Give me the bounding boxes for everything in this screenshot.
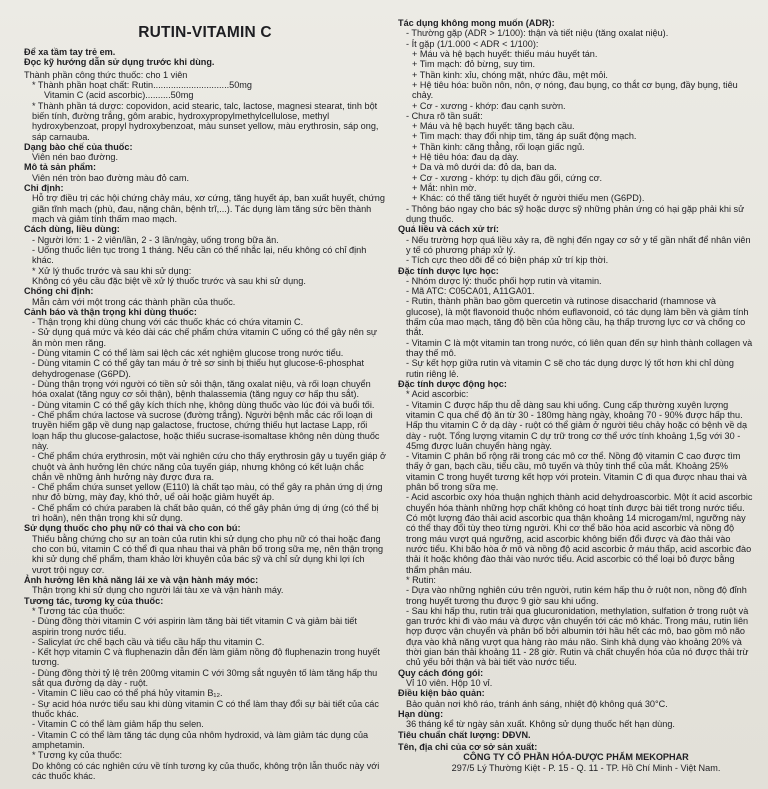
section-heading: Tên, địa chỉ của cơ sở sản xuất: [398,741,538,752]
body-text: - Ít gặp (1/1.000 < ADR < 1/100): [406,38,539,49]
body-text: * Tương kỵ của thuốc: [32,750,123,761]
list-item: + Máu và hệ bạch huyết: thiếu máu huyết tán. [412,48,598,59]
list-item: + Thần kinh: xỉu, chóng mặt, nhức đầu, mệt mỏi. [412,69,608,80]
body-text: - Sau khi hấp thu, rutin trải qua glucuronidation, methylation, sulfation ở trong ruột và gan trước khi đi vào máu và được vận chuyển tới các mô khác. Trong máu, rutin liên hợp được vận chuyển và phân bố bởi albumin tới hầu hết các mô, bao gồm mô não đựa vào khả năng vượt qua hàng rào máu não. Sinh khả dụng vào khoảng 20% và thời gian bán thải khoảng 11 - 28 giờ. Rutin và chất chuyển hóa của nó được thải trừ chủ yếu bởi thận và bài tiết vào nước tiểu. [406,605,749,668]
list-item: + Da và mô dưới da: đỏ da, ban da. [412,162,557,173]
body-text: Hỗ trợ điều trị các hội chứng chảy máu, xơ cứng, tăng huyết áp, ban xuất huyết, chứng giãn tĩnh mạch (phù, đau, nặng chân, bệnh trĩ,...). Tác dụng làm tăng sức bền thành mạch và giảm tính thấm mao mạch. [32,193,385,224]
body-text: - Dùng thận trọng với người có tiền sử sỏi thận, tăng oxalat niệu, và rối loạn chuyển hóa oxalat (tăng nguy cơ sỏi thận), bệnh thalassemia (tăng nguy cơ hấp thu sắt). [32,379,371,400]
body-text: - Vitamin C được hấp thu dễ dàng sau khi uống. Cung cấp thường xuyên lượng vitamin C qua chế độ ăn từ 30 - 180mg hàng ngày, khoảng 70 - 90% được hấp thu. Hấp thu vitamin C ở dạ dày - ruột có thể giảm ở người tiêu chảy hoặc có bệnh về dạ dày - ruột. Tổng lượng vitamin C dự trữ trong cơ thể ước tính khoảng 1,5g với 30 - 45mg được luân chuyển hàng ngày. [406,399,748,451]
list-item: + Cơ - xương - khớp: đau cạnh sườn. [412,100,566,111]
body-text: - Dựa vào những nghiên cứu trên người, rutin kém hấp thu ở ruột non, nồng độ đỉnh trong huyết tương thu được 9 giờ sau khi uống. [406,585,747,606]
body-text: - Kết hợp vitamin C và fluphenazin dẫn đến làm giảm nồng độ fluphenazin trong huyết tương. [32,647,380,668]
list-item: + Thần kinh: căng thẳng, rối loạn giấc ngủ. [412,141,585,152]
document-title: RUTIN-VITAMIN C [138,24,272,41]
body-text: * Thành phần tá dược: copovidon, acid stearic, talc, lactose, magnesi stearat, tinh bột biến tính, đường trắng, gôm arabic, hydroxypropylmethylcellulose, methyl hydroxybenzoat, propyl hydroxybenzoat, màu sunset yellow, màu erythrosin, sáp ong, sáp carnauba. [32,100,379,142]
body-text: - Nhóm dược lý: thuốc phối hợp rutin và vitamin. [406,275,602,286]
body-text: - Chưa rõ tần suất: [406,110,483,121]
body-text: - Tích cực theo dõi để có biện pháp xử trí kịp thời. [406,255,609,266]
body-text: - Acid ascorbic oxy hóa thuận nghịch thành acid dehydroascorbic. Một ít acid ascorbic chuyển hóa thành những hợp chất không có hoạt tính được bài tiết trong nước tiểu. Có một lượng đáo thải acid ascorbic qua thận khoảng 14 microgam/ml, ngưỡng này có thể thay đổi tùy theo từng người. Khi cơ thể bão hòa acid ascorbic và nồng độ trong máu vượt quá ngưỡng, acid ascorbic không biến đổi được và đào thải vào nước tiểu. Khi bão hòa ở mô và nồng độ acid ascorbic ở máu thấp, acid ascorbic đào thải ít hoặc không đào thải vào nước tiểu. Acid ascorbic có thể loại bỏ được bằng thẩm phân máu. [406,492,753,575]
body-text: - Dùng đồng thời tỷ lệ trên 200mg vitamin C với 30mg sắt nguyên tố làm tăng hấp thu sắt qua đường dạ dày - ruột. [32,667,378,689]
body-text: - Vitamin C phân bố rộng rãi trong các mô cơ thể. Nồng độ vitamin C cao được tìm thấy ở gan, bạch cầu, tiểu cầu, mô tuyến và thủy tinh thể của mắt. Khoảng 25% vitamin C trong huyết tương kết hợp với protein. Vitamin C đi qua được nhau thai và phân bố trong sữa mẹ. [406,451,747,493]
list-item: + Cơ - xương - khớp: tụ dịch đầu gối, cứng cơ. [412,172,603,183]
section-heading: Hạn dùng: [398,708,444,719]
body-text: - Sự acid hóa nước tiểu sau khi dùng vitamin C có thể làm thay đổi sự bài tiết của các thuốc khác. [32,698,379,719]
body-text: Viên nén tròn bao đường màu đỏ cam. [32,172,190,183]
body-text: - Vitamin C liều cao có thể phá hủy vitamin B₁₂. [32,688,223,699]
body-text: * Acid ascorbic: [406,389,469,400]
section-heading: Đọc kỹ hướng dẫn sử dụng trước khi dùng. [24,57,215,68]
body-text: - Thông báo ngay cho bác sỹ hoặc dược sỹ những phản ứng có hại gặp phải khi sử dụng thuốc. [406,203,745,224]
body-text: Vỉ 10 viên. Hộp 10 vỉ. [406,678,493,688]
body-text: - Chế phẩm chứa lactose và sucrose (đường trắng). Người bệnh mắc các rối loạn di truyền hiếm gặp về dung nạp galactose, fructose, chứng thiếu hụt lactase Lapp, rối loạn hấp thu glucose-galactose, hoặc thiếu sucrase-isomaltase không nên dùng thuốc này. [32,409,380,451]
body-text: Thiếu bằng chứng cho sự an toàn của rutin khi sử dụng cho phụ nữ có thai hoặc đang cho con bú, vitamin C có thể đi qua nhau thai và phân bố trong sữa mẹ, nên thận trọng khi sử dụng chế phẩm, tham khảo lời khuyên của bác sỹ và chỉ sử dụng khi lợi ích vượt trội nguy cơ. [32,533,384,575]
section-heading: Để xa tầm tay trẻ em. [24,47,116,57]
section-heading: Quá liều và cách xử trí: [398,224,499,235]
body-text: - Mã ATC: C05CA01, A11GA01. [406,286,535,297]
list-item: + Tim mạch: thay đổi nhịp tim, tăng áp suất động mạch. [412,131,637,142]
list-item: + Khác: có thể tăng tiết huyết ở người thiếu men (G6PD). [412,193,645,204]
section-heading: Chống chỉ định: [24,286,94,297]
section-heading: Đặc tính dược động học: [398,378,507,389]
body-text: Thận trọng khi sử dụng cho người lái tàu xe và vận hành máy. [32,585,284,596]
body-text: * Xử lý thuốc trước và sau khi sử dụng: [32,265,192,276]
manufacturer-address: 297/5 Lý Thường Kiệt - P. 15 - Q. 11 - TP. Hồ Chí Minh - Việt Nam. [451,762,721,773]
body-text: - Dùng đồng thời vitamin C với aspirin làm tăng bài tiết vitamin C và giảm bài tiết aspirin trong nước tiểu. [32,616,357,637]
body-text: Thành phần công thức thuốc: cho 1 viên [24,69,188,80]
body-text: - Vitamin C có thể làm giảm hấp thu selen. [32,719,204,730]
manufacturer-name: CÔNG TY CỔ PHẦN HÓA-DƯỢC PHẨM MEKOPHAR [463,752,689,763]
body-text: - Dùng vitamin C có thể làm sai lệch các xét nghiệm glucose trong nước tiểu. [32,348,344,359]
body-text: - Chế phẩm chứa erythrosin, một vài nghiên cứu cho thấy erythrosin gây u tuyến giáp ở chuột và ảnh hưởng lên chức năng của tuyến giáp, nhưng không có kết luận chắc chắn về những ảnh hưởng này được đưa ra. [32,451,386,482]
section-heading: Tác dụng không mong muốn (ADR): [398,18,555,28]
section-heading: Tiêu chuẩn chất lượng: DĐVN. [398,729,531,740]
section-heading: Cách dùng, liều dùng: [24,224,120,235]
body-text: - Sự kết hợp giữa rutin và vitamin C sẽ cho tác dụng dược lý tốt hơn khi chỉ dùng rutin riêng lẻ. [406,358,734,379]
section-heading: Cảnh báo và thận trọng khi dùng thuốc: [24,306,197,317]
body-text: Vitamin C (acid ascorbic)..........50mg [44,90,194,101]
list-item: + Hệ tiêu hóa: đau dạ dày. [412,152,519,163]
body-text: - Uống thuốc liên tục trong 1 tháng. Nếu cần có thể nhắc lại, nếu không có chỉ định khác. [32,244,367,266]
body-text: Do không có các nghiên cứu về tính tương kỵ của thuốc, không trộn lẫn thuốc này với các thuốc khác. [32,760,380,781]
body-text: - Người lớn: 1 - 2 viên/lần, 2 - 3 lần/ngày, uống trong bữa ăn. [32,234,279,245]
body-text: Mẫn cảm với một trong các thành phần của thuốc. [32,296,236,307]
section-heading: Quy cách đóng gói: [398,667,484,678]
body-text: - Thận trọng khi dùng chung với các thuốc khác có chứa vitamin C. [32,317,304,328]
body-text: - Nếu trường hợp quá liều xảy ra, đề nghị đến ngay cơ sở y tế gần nhất để nhân viên y tế có phương pháp xử lý. [406,234,751,255]
body-text: - Sử dụng quá mức và kéo dài các chế phẩm chứa vitamin C uống có thể gây nên sự ăn mòn men răng. [32,327,378,348]
section-heading: Dạng bào chế của thuốc: [24,141,133,152]
left-column [24,18,386,785]
body-text: - Dùng vitamin C có thể gây tan máu ở trẻ sơ sinh bị thiếu hụt glucose-6-phosphat dehydrogenase (G6PD). [32,358,365,379]
body-text: - Salicylat ức chế bạch cầu và tiểu cầu hấp thu vitamin C. [32,636,265,647]
body-text: - Chế phẩm có chứa paraben là chất bảo quản, có thể gây phản ứng dị ứng (có thể bị trì hoãn), nên thận trọng khi sử dụng. [32,502,379,524]
section-heading: Ảnh hưởng lên khả năng lái xe và vận hành máy móc: [24,574,259,585]
section-heading: Sử dụng thuốc cho phụ nữ có thai và cho con bú: [24,523,241,534]
section-heading: Điều kiện bảo quản: [398,688,485,699]
section-heading: Mô tả sản phẩm: [24,162,96,173]
right-column [398,18,754,785]
body-text: Bảo quản nơi khô ráo, tránh ánh sáng, nhiệt độ không quá 30°C. [406,698,668,709]
body-text: - Chế phẩm chứa sunset yellow (E110) là chất tạo màu, có thể gây ra phản ứng dị ứng như đỏ bừng, mày đay, khó thở, uể oải hoặc giảm huyết áp. [32,482,383,503]
body-text: - Vitamin C có thể làm tăng tác dụng của nhôm hydroxid, và làm giảm tác dụng của amphetamin. [32,729,369,750]
body-text: * Tương tác của thuốc: [32,605,126,616]
body-text: - Rutin, thành phần bao gồm quercetin và rutinose disaccharid (rhamnose và glucose), là một flavonoid thuộc nhóm euflavonoid, có tác dụng làm bền và giảm tính thấm của mao mạch, tăng độ bền của hồng cầu, hạ thấp trương lực cơ và chống co thắt. [406,296,749,338]
body-text: Không có yêu cầu đặc biệt về xử lý thuốc trước và sau khi sử dụng. [32,275,306,286]
body-text: - Thường gặp (ADR > 1/100): thận và tiết niệu (tăng oxalat niệu). [406,28,669,39]
section-heading: Đặc tính dược lực học: [398,265,499,276]
section-heading: Tương tác, tương kỵ của thuốc: [24,595,164,606]
list-item: + Máu và hệ bạch huyết: tăng bạch cầu. [412,121,575,132]
list-item: + Tim mạch: đỏ bừng, suy tim. [412,59,536,70]
body-text: - Dùng vitamin C có thể gây kích thích nhẹ, không dùng thuốc vào lúc đói và buổi tối. [32,399,375,410]
list-item: + Hệ tiêu hóa: buồn nôn, nôn, ợ nóng, đau bụng, co thắt cơ bụng, đầy bụng, tiêu chảy. [412,79,738,101]
body-text: * Thành phần hoạt chất: Rutin..............................50mg [32,79,252,90]
body-text: * Rutin: [406,574,436,585]
body-text: Viên nén bao đường. [32,152,119,163]
body-text: 36 tháng kể từ ngày sản xuất. Không sử dụng thuốc hết hạn dùng. [406,719,675,730]
section-heading: Chỉ định: [24,183,64,194]
body-text: - Vitamin C là một vitamin tan trong nước, có liên quan đến sự hình thành collagen và thay thế mô. [406,337,753,358]
list-item: + Mắt: nhìn mờ. [412,183,477,193]
